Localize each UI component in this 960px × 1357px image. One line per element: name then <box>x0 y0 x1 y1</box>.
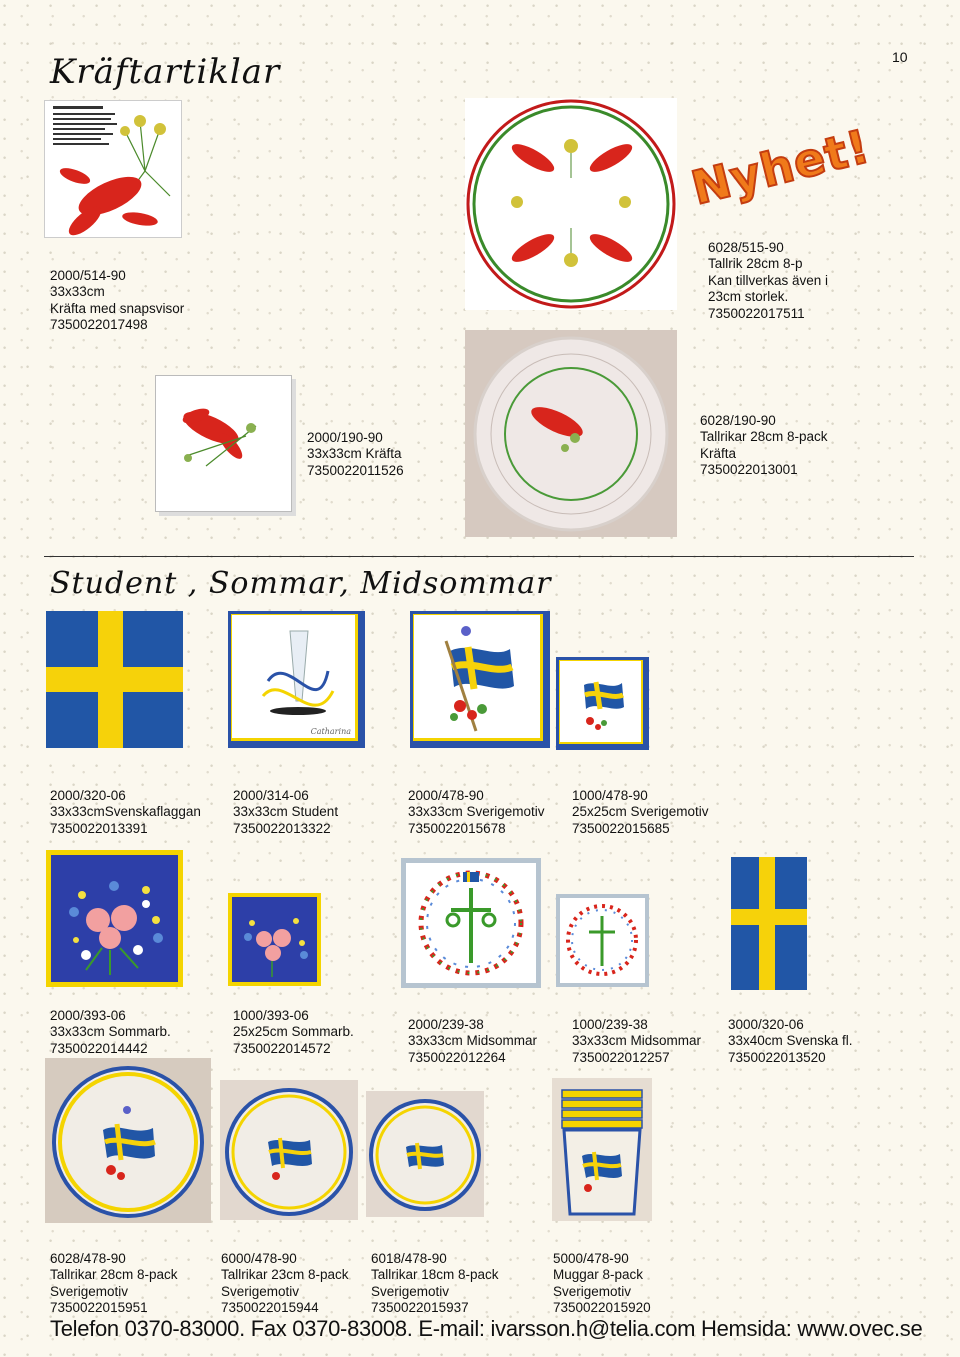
product-image-sverigemotiv-33 <box>410 611 550 748</box>
caption-item-16: 6018/478-90 Tallrikar 18cm 8-pack Sverigemotiv 7350022015937 <box>371 1250 499 1315</box>
footer-contact: Telefon 0370-83000. Fax 0370-83008. E-mail: ivarsson.h@telia.com Hemsida: www.ovec.se <box>50 1316 923 1341</box>
product-image-krafta-servett <box>155 375 292 512</box>
caption-item-1: 2000/514-90 33x33cm Kräfta med snapsvisor 7350022017498 <box>50 267 185 332</box>
caption-item-4: 6028/190-90 Tallrikar 28cm 8-pack Kräfta 7350022013001 <box>700 412 828 477</box>
caption-item-5: 2000/320-06 33x33cmSvenskaflaggan 7350022013391 <box>50 787 201 836</box>
caption-item-15: 6000/478-90 Tallrikar 23cm 8-pack Sverigemotiv 7350022015944 <box>221 1250 349 1315</box>
caption-item-7: 2000/478-90 33x33cm Sverigemotiv 7350022015678 <box>408 787 545 836</box>
page-number: 10 <box>892 49 908 65</box>
flag-cross-horizontal <box>46 667 183 692</box>
caption-item-14: 6028/478-90 Tallrikar 28cm 8-pack Sverigemotiv 7350022015951 <box>50 1250 178 1315</box>
product-image-tallrikar-18-sverigemotiv <box>366 1091 484 1217</box>
section-title-student-sommar: Student , Sommar, Midsommar <box>50 566 552 601</box>
section-divider <box>44 556 914 557</box>
section-title-kraftartiklar: Kräftartiklar <box>50 52 281 92</box>
product-image-krafta-tallrikar <box>465 330 677 537</box>
product-image-krafta-tallrik <box>465 98 677 310</box>
caption-item-9: 2000/393-06 33x33cm Sommarb. 7350022014442 <box>50 1007 171 1056</box>
product-image-student <box>228 611 365 748</box>
product-image-sommarbukett-33 <box>46 850 183 987</box>
product-image-sommarbukett-25 <box>228 893 321 986</box>
flag-cross-horizontal <box>731 909 807 925</box>
product-image-svenska-flaggan <box>46 611 183 748</box>
caption-item-13: 3000/320-06 33x40cm Svenska fl. 7350022013520 <box>728 1016 853 1065</box>
signature: Catharina <box>310 727 351 736</box>
product-image-midsommar-33 <box>401 858 541 988</box>
product-image-tallrikar-23-sverigemotiv <box>220 1080 358 1220</box>
caption-item-3: 2000/190-90 33x33cm Kräfta 7350022011526 <box>307 429 404 478</box>
product-image-tallrikar-28-sverigemotiv <box>45 1058 211 1223</box>
nyhet-badge: Nyhet! <box>686 118 876 216</box>
product-image-muggar-sverigemotiv <box>552 1078 652 1221</box>
product-image-svenska-flaggan-33x40 <box>731 857 807 990</box>
caption-item-6: 2000/314-06 33x33cm Student 7350022013322 <box>233 787 339 836</box>
product-image-krafta-snapsvisor <box>44 100 182 238</box>
caption-item-2: 6028/515-90 Tallrik 28cm 8-p Kan tillverkas även i 23cm storlek. 7350022017511 <box>708 239 829 321</box>
caption-item-12: 1000/239-38 33x33cm Midsommar 7350022012257 <box>572 1016 702 1065</box>
caption-item-10: 1000/393-06 25x25cm Sommarb. 7350022014572 <box>233 1007 354 1056</box>
caption-item-8: 1000/478-90 25x25cm Sverigemotiv 7350022015685 <box>572 787 709 836</box>
product-image-midsommar-small <box>556 894 649 987</box>
caption-item-17: 5000/478-90 Muggar 8-pack Sverigemotiv 7350022015920 <box>553 1250 651 1315</box>
caption-item-11: 2000/239-38 33x33cm Midsommar 7350022012264 <box>408 1016 538 1065</box>
product-image-sverigemotiv-25 <box>556 657 649 750</box>
